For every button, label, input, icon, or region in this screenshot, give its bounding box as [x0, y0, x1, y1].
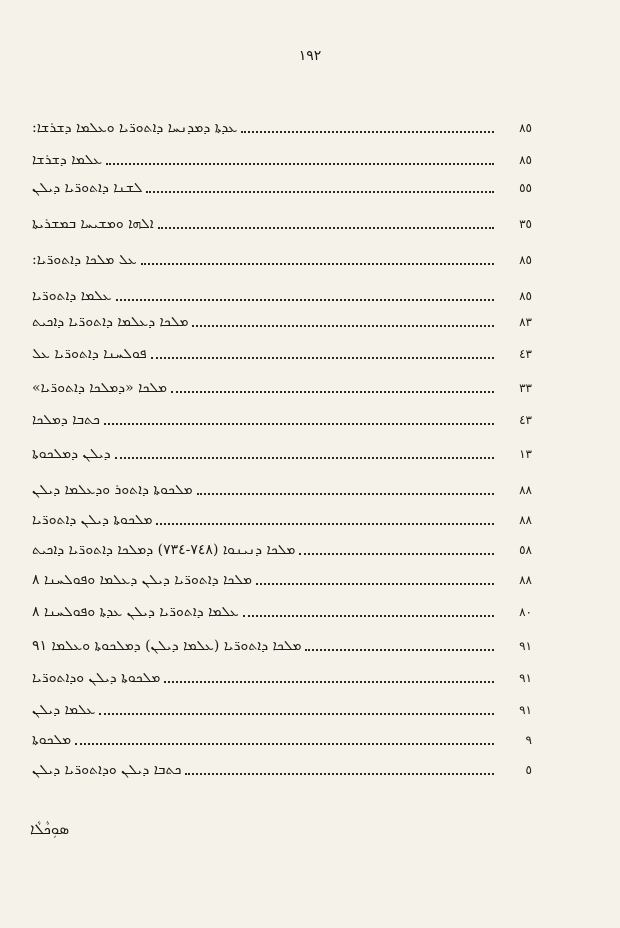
toc-title: ܡܠܟܘܬܐ ܕܐܬܘܪ ܘܕܥܠܡܐ ܕܝܠܢ [32, 482, 193, 498]
toc-dot-leader [164, 680, 494, 683]
toc-title: ܥܠܡܐ ܕܐܬܘܪ̈ܝܐ ܕܝܠܢ ܥܕܬܐ ܘܦܘܠܚܢܐ ٨ [32, 604, 239, 620]
toc-page-number: ٥ [525, 763, 532, 777]
toc-title: ܥܠܡܐ ܕܫܪܫܐ [32, 152, 103, 168]
toc-dot-leader [141, 262, 494, 265]
toc-title: ܥܠ ܡܠܟܐ ܕܐܬܘܪ̈ܝܐ: [32, 252, 137, 268]
toc-page-number: ٩ [525, 733, 532, 747]
toc-dot-leader [256, 582, 494, 585]
toc-dot-leader [241, 130, 494, 133]
toc-title: ܡܠܟܘܬܐ ܕܝܠܢ ܕܐܬܘܪ̈ܝܐ [32, 512, 153, 528]
toc-title: ܡܠܟܘܬܐ ܕܝܠܢ ܘܕܐܬܘܪ̈ܝܐ [32, 670, 161, 686]
toc-dot-leader [158, 226, 494, 229]
page-number: ١٩٢ [298, 48, 322, 64]
toc-dot-leader [104, 422, 494, 425]
toc-page-number: ٨٥ [519, 253, 532, 267]
toc-page-number: ٨٥ [519, 289, 532, 303]
toc-page-number: ٨٥ [519, 153, 532, 167]
toc-page-number: ٨٥ [519, 121, 532, 135]
toc-entry [32, 286, 532, 306]
toc-page-number: ٩١ [519, 639, 532, 653]
toc-dot-leader [116, 298, 494, 301]
toc-dot-leader [99, 712, 494, 715]
toc-dot-leader [185, 772, 494, 775]
toc-page-number: ٨٨ [519, 513, 532, 527]
toc-title: ܡܠܟܐ «ܕܡܠܟܐ ܕܐܬܘܪ̈ܝܐ» [32, 380, 167, 396]
toc-page-number: ٥٥ [519, 181, 532, 195]
toc-entry [32, 540, 532, 560]
toc-page-number: ٣٣ [519, 381, 532, 395]
toc-page-number: ٨٠ [519, 605, 532, 619]
toc-entry [32, 344, 532, 364]
toc-entry [32, 602, 532, 622]
toc-page-number: ٨٣ [519, 315, 532, 329]
toc-page-number: ٩١ [519, 671, 532, 685]
toc-title: ܟܬܒܐ ܕܡܠܟܐ [32, 412, 100, 428]
toc-title: ܥܠܡܐ ܕܝܠܢ [32, 702, 96, 718]
toc-dot-leader [146, 190, 494, 193]
toc-entry [32, 178, 532, 198]
toc-dot-leader [243, 614, 494, 617]
toc-entry [32, 378, 532, 398]
toc-page-number: ٩١ [519, 703, 532, 717]
toc-dot-leader [106, 162, 494, 165]
toc-entry [32, 510, 532, 530]
toc-dot-leader [192, 324, 494, 327]
toc-entry [32, 760, 532, 780]
toc-entry [32, 480, 532, 500]
toc-title: ܡܠܟܐ ܕܐܬܘܪ̈ܝܐ ܕܝܠܢ ܕܥܠܡܐ ܘܦܘܠܚܢܐ ٨ [32, 572, 252, 588]
footer-word: ܣܘܼܟܵܠܵܐ [30, 820, 70, 838]
toc-entry [32, 250, 532, 270]
toc-dot-leader [305, 648, 494, 651]
toc-title: ܡܠܟܐ ܕܥܠܡܐ ܕܐܬܘܪ̈ܝܐ ܕܐܟܝܬ [32, 314, 189, 330]
toc-page-number: ٥٨ [519, 543, 532, 557]
toc-entry [32, 700, 532, 720]
toc-title: ܐܠܗܐ ܘܡܫܝܚܐ ܒܡܫܪܝܬܐ [32, 216, 154, 232]
toc-title: ܥܕܬܐ ܕܡܕܢܚܐ ܕܐܬܘܪ̈ܝܐ ܘܥܠܡܐ ܕܫܪܫܐ: [32, 120, 238, 136]
toc-title: ܦܘܠܚܢܐ ܕܐܬܘܪ̈ܝܐ ܥܠ [32, 346, 147, 362]
toc-dot-leader [171, 390, 494, 393]
toc-entry [32, 444, 532, 464]
toc-entry [32, 570, 532, 590]
toc-page-number: ٤٣ [519, 347, 532, 361]
toc-title: ܡܠܟܐ ܕܢܝܢܘܐ (٧٤٨-٧٣٤) ܕܡܠܟܐ ܕܐܬܘܪ̈ܝܐ ܕܐܟܝܬ [32, 542, 296, 558]
toc-page-number: ١٣ [519, 447, 532, 461]
toc-title: ܥܠܡܐ ܕܐܬܘܪ̈ܝܐ [32, 288, 112, 304]
toc-entry [32, 636, 532, 656]
toc-page-number: ٨٨ [519, 483, 532, 497]
toc-title: ܡܠܟܐ ܕܐܬܘܪ̈ܝܐ (ܥܠܡܐ ܕܝܠܢ) ܕܡܠܟܘܬܐ ܘܥܠܡܐ ٩١ [32, 638, 302, 654]
toc-page-number: ٤٣ [519, 413, 532, 427]
toc-dot-leader [197, 492, 494, 495]
toc-entry [32, 730, 532, 750]
toc-page-number: ٣٥ [519, 217, 532, 231]
toc-entry [32, 410, 532, 430]
toc-entry [32, 668, 532, 688]
toc-entry [32, 214, 532, 234]
toc-entry [32, 118, 532, 138]
toc-title: ܟܬܒܐ ܕܝܠܢ ܘܕܐܬܘܪ̈ܝܐ ܕܝܠܢ [32, 762, 182, 778]
toc-entry [32, 312, 532, 332]
toc-title: ܡܠܟܘܬܐ [32, 732, 72, 748]
toc-dot-leader [151, 356, 494, 359]
toc-dot-leader [75, 742, 494, 745]
toc-dot-leader [299, 552, 494, 555]
toc-page-number: ٨٨ [519, 573, 532, 587]
toc-dot-leader [156, 522, 494, 525]
toc-title: ܕܝܠܢ ܕܡܠܟܘܬܐ [32, 446, 111, 462]
toc-entry [32, 150, 532, 170]
toc-title: ܠܫܢܐ ܕܐܬܘܪ̈ܝܐ ܕܝܠܢ [32, 180, 143, 196]
toc-dot-leader [115, 456, 494, 459]
